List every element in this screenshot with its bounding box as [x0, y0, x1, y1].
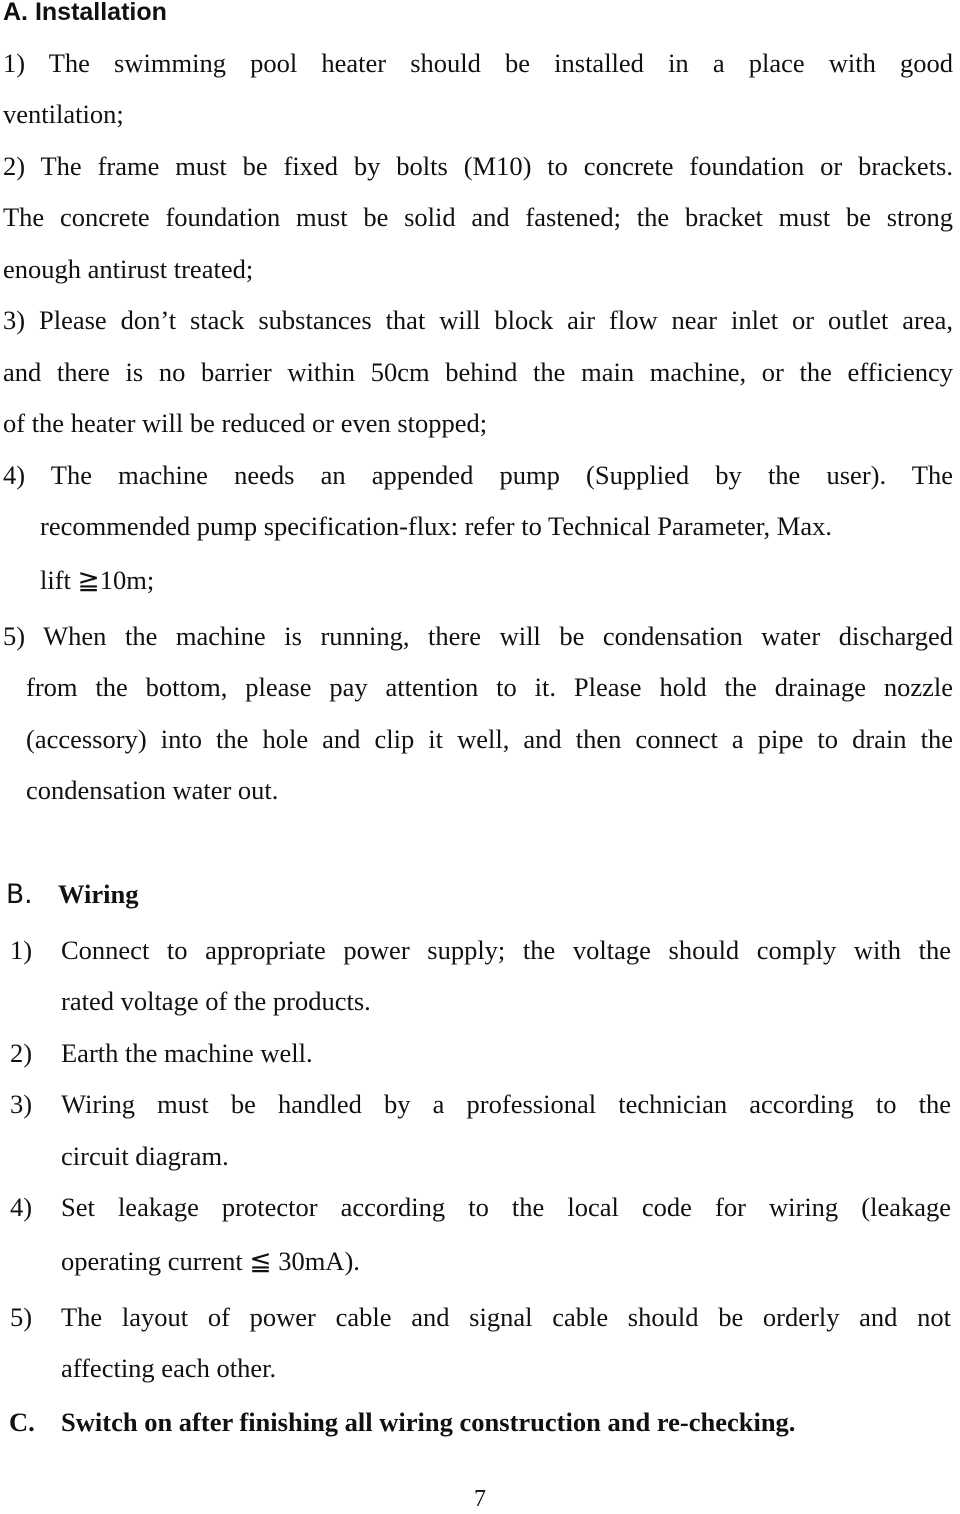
- wiring-item-number: 4): [10, 1192, 33, 1222]
- section-c-label: C.: [9, 1407, 35, 1437]
- wiring-item-number: 5): [10, 1302, 33, 1332]
- section-a-line: condensation water out.: [26, 775, 279, 805]
- wiring-item-number: 2): [10, 1038, 33, 1068]
- wiring-item-line: operating current ≦ 30mA).: [61, 1246, 360, 1276]
- wiring-item-line: Earth the machine well.: [61, 1038, 313, 1068]
- section-a-line: lift ≧10m;: [40, 565, 155, 595]
- section-c-heading: [9, 1406, 795, 1438]
- section-a-heading: A. Installation: [3, 0, 167, 26]
- section-b-heading: [6, 878, 139, 911]
- section-a-line: (accessory) into the hole and clip it well, and then connect a pipe to drain the: [26, 724, 953, 754]
- section-a-line: The concrete foundation must be solid and fastened; the bracket must be strong: [3, 202, 953, 232]
- section-a-line: 4) The machine needs an appended pump (Supplied by the user). The: [3, 460, 953, 490]
- wiring-item-number: 1): [10, 935, 33, 965]
- section-a-line: and there is no barrier within 50cm behind the main machine, or the efficiency: [3, 357, 953, 387]
- section-b-label: B.: [6, 879, 33, 910]
- section-b-title: Wiring: [58, 879, 139, 909]
- wiring-item-line: rated voltage of the products.: [61, 986, 371, 1016]
- wiring-item-number: 3): [10, 1089, 33, 1119]
- section-a-line: recommended pump specification-flux: refer to Technical Parameter, Max.: [40, 511, 833, 541]
- section-a-line: 3) Please don’t stack substances that will block air flow near inlet or outlet area,: [3, 305, 953, 335]
- wiring-item-line: circuit diagram.: [61, 1141, 229, 1171]
- section-a-line: 5) When the machine is running, there will be condensation water discharged: [3, 621, 953, 651]
- page-number: 7: [474, 1486, 486, 1512]
- wiring-item-line: affecting each other.: [61, 1353, 277, 1383]
- section-a-line: of the heater will be reduced or even stopped;: [3, 408, 488, 438]
- section-c-text: Switch on after finishing all wiring construction and re-checking.: [61, 1407, 796, 1437]
- section-a-line: from the bottom, please pay attention to it. Please hold the drainage nozzle: [26, 672, 953, 702]
- section-a-line: enough antirust treated;: [3, 254, 254, 284]
- section-a-line: 1) The swimming pool heater should be installed in a place with good: [3, 48, 953, 78]
- section-a-line: 2) The frame must be fixed by bolts (M10) to concrete foundation or brackets.: [3, 151, 953, 181]
- wiring-item-line: Set leakage protector according to the local code for wiring (leakage: [61, 1192, 951, 1222]
- wiring-item-line: Connect to appropriate power supply; the voltage should comply with the: [61, 935, 951, 965]
- wiring-item-line: Wiring must be handled by a professional technician according to the: [61, 1089, 951, 1119]
- section-a-line: ventilation;: [3, 99, 124, 129]
- wiring-item-line: The layout of power cable and signal cable should be orderly and not: [61, 1302, 951, 1332]
